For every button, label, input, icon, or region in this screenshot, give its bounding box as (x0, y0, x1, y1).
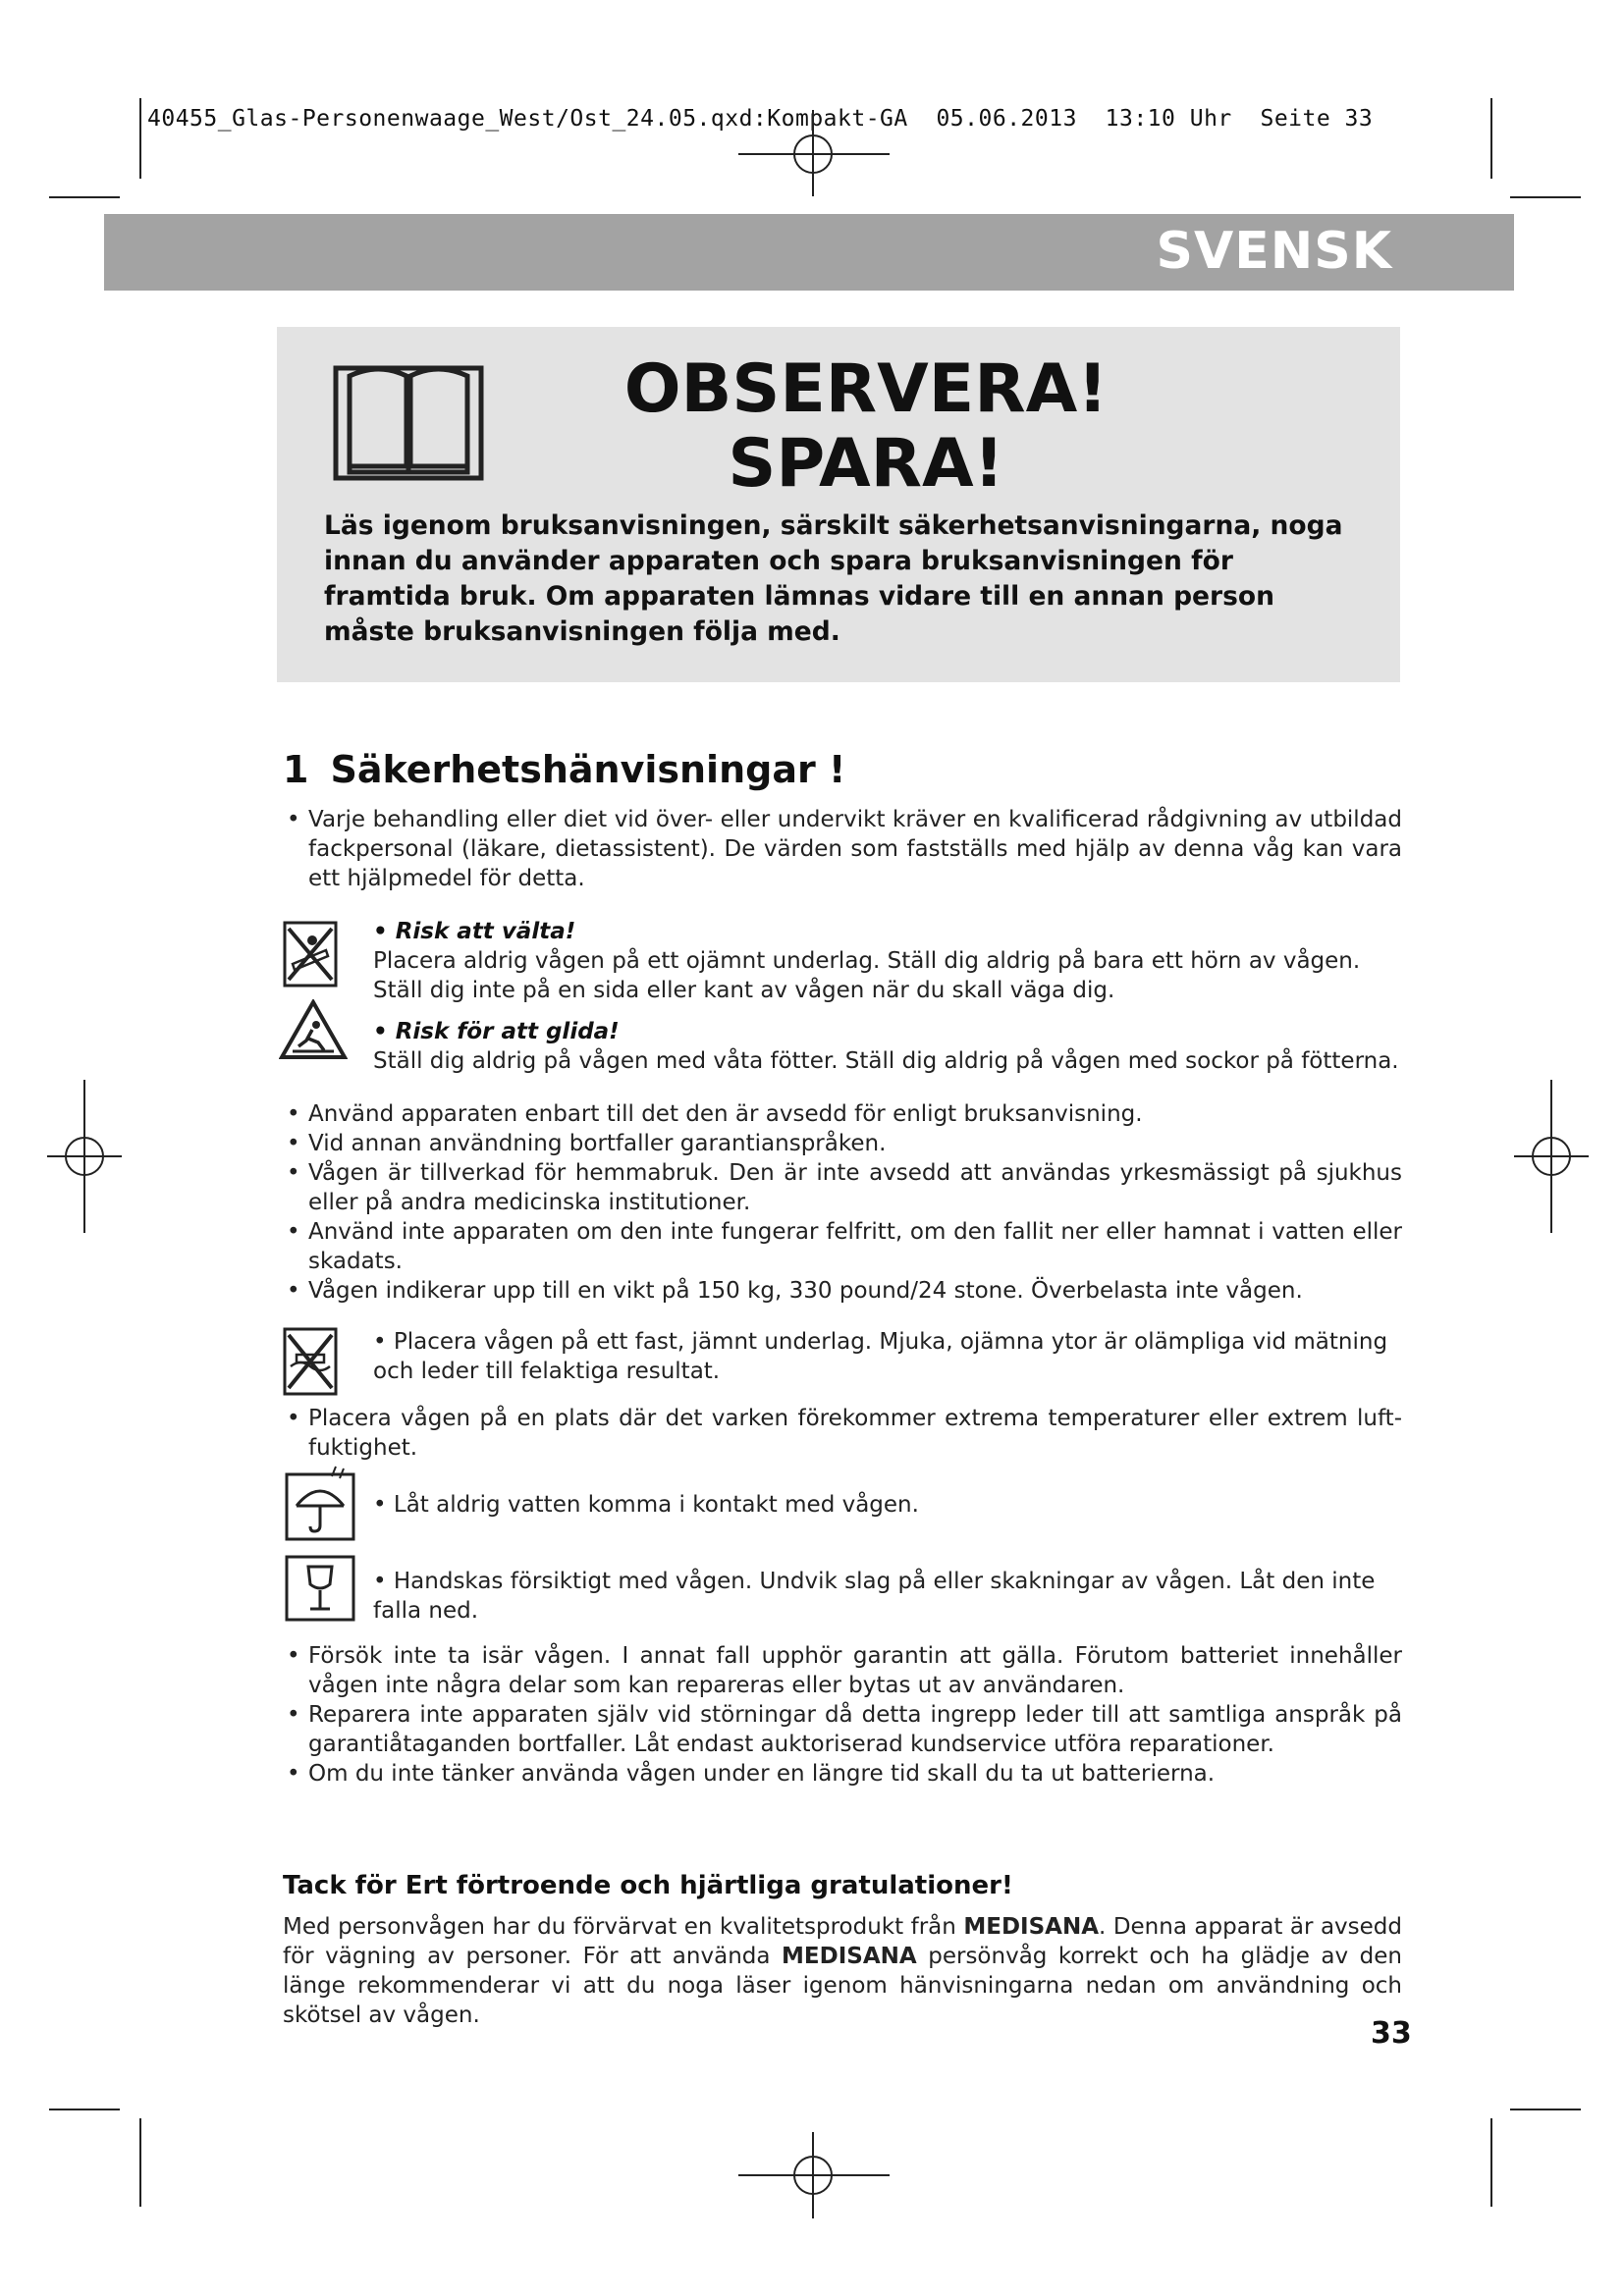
language-header-bar (104, 214, 1514, 291)
list-item: • Varje behandling eller diet vid över- eller undervikt kräver en kvalificerad rådgivning av utbildad fackpersonal (läkare, dietassistent). De värden som fastställs med hjälp av denna våg kan vara ett hjälpmedel för detta. (287, 807, 1402, 891)
slug-time: 13:10 Uhr (1105, 106, 1232, 132)
brand-name: MEDISANA (782, 1944, 917, 1969)
risk-tip-row (283, 917, 1402, 1005)
list-item: • Använd apparaten enbart till det den är avsedd för enligt bruksanvisning. (287, 1099, 1402, 1129)
notice-title-line1: OBSERVERA! (623, 350, 1109, 428)
risk-tip-title: • Risk att välta! (373, 919, 576, 944)
brand-name: MEDISANA (963, 1914, 1100, 1940)
thanks-text-part1: Med personvågen har du förvärvat en kvalitetsprodukt från (283, 1914, 964, 1940)
intro-text: Varje behandling eller diet vid över- eller undervikt kräver en kvalificerad rådgivning av utbildad fackpersonal (läkare, dietassistent). De värden som fastställs med hjälp av denna våg kan vara ett hjälpmedel för detta. (308, 807, 1402, 891)
notice-title-line2: SPARA! (728, 425, 1004, 503)
bullet-text: Vågen indikerar upp till en vikt på 150 kg, 330 pound/24 stone. Överbelasta inte vågen. (308, 1278, 1303, 1304)
placement-text: Placera vågen på en plats där det varken förekommer extrema temperaturer eller extrem luft-fuktighet. (308, 1406, 1402, 1461)
thanks-text-part3: persönvåg korrekt och ha glädje av den länge rekommenderar vi att du noga läser igenom hänvisningarna nedan om användning och skötsel av vågen. (283, 1944, 1402, 2028)
bullet-text: Vågen är tillverkad för hemmabruk. Den är inte avsedd att användas yrkesmässigt på sjukhus eller på andra medicinska institutioner. (308, 1160, 1402, 1215)
list-item: • Använd inte apparaten om den inte fungerar felfritt, om den fallit ner eller hamnat i vatten eller skadats. (287, 1219, 1402, 1274)
thanks-heading: Tack för Ert förtroende och hjärtliga gratulationer! (283, 1871, 1013, 1900)
list-item: • Placera vågen på en plats där det varken förekommer extrema temperaturer eller extrem luft-fuktighet. (287, 1406, 1402, 1461)
bullet-text: Reparera inte apparaten själv vid störningar då detta ingrepp leder till att samtliga anspråk på garantiåtaganden bortfaller. Låt endast auktoriserad kundservice utföra reparationer. (308, 1702, 1402, 1757)
list-item: • Försök inte ta isär vågen. I annat fall upphör garantin att gälla. Förutom batteriet innehåller vågen inte några delar som kan repareras eller bytas ut av användaren. (287, 1643, 1402, 1698)
notice-box (277, 327, 1400, 682)
notice-text: Läs igenom bruksanvisningen, särskilt säkerhetsanvisningarna, noga innan du använder apparaten och spara bruksanvisningen för framtida bruk. Om apparaten lämnas vidare till en annan person måste bruksanvisningen följa med. (324, 510, 1343, 647)
water-tip-row (283, 1490, 1402, 1520)
surface-tip-text: • Placera vågen på ett fast, jämnt underlag. Mjuka, ojämna ytor är olämpliga vid mätning och leder till felaktiga resultat. (373, 1329, 1388, 1384)
slip-warning-icon (279, 999, 348, 1060)
notice-title (571, 352, 1161, 502)
no-soft-surface-icon (283, 1327, 338, 1396)
language-label: SVENSK (1156, 222, 1392, 281)
risk-slip-title: • Risk för att glida! (373, 1019, 620, 1044)
bullet-text: Om du inte tänker använda vågen under en längre tid skall du ta ut batterierna. (308, 1761, 1216, 1787)
fragile-glass-icon (285, 1555, 355, 1622)
bullet-text: Använd inte apparaten om den inte fungerar felfritt, om den fallit ner eller hamnat i vatten eller skadats. (308, 1219, 1402, 1274)
list-item: • Vågen är tillverkad för hemmabruk. Den är inte avsedd att användas yrkesmässigt på sjukhus eller på andra medicinska institutioner. (287, 1160, 1402, 1215)
bullet-text: Vid annan användning bortfaller garantianspråken. (308, 1131, 887, 1156)
slug-date: 05.06.2013 (936, 106, 1077, 132)
section-heading (283, 748, 845, 791)
thanks-paragraph (283, 1912, 1402, 2030)
section-number: 1 (283, 748, 309, 791)
book-icon (330, 347, 487, 484)
list-item: • Om du inte tänker använda vågen under en längre tid skall du ta ut batterierna. (287, 1759, 1402, 1789)
slug-page: Seite 33 (1260, 106, 1374, 132)
bullet-text: Använd apparaten enbart till det den är avsedd för enligt bruksanvisning. (308, 1101, 1143, 1127)
section-title: Säkerhetshänvisningar ! (330, 748, 846, 791)
list-item: • Vid annan användning bortfaller garantianspråken. (287, 1129, 1402, 1158)
page-number: 33 (1371, 2016, 1412, 2051)
risk-tip-text: Placera aldrig vågen på ett ojämnt underlag. Ställ dig aldrig på bara ett hörn av vågen. Ställ dig inte på en sida eller kant av vågen när du skall väga dig. (373, 948, 1361, 1003)
fragile-tip-text: • Handskas försiktigt med vågen. Undvik slag på eller skakningar av vågen. Låt den inte falla ned. (373, 1569, 1376, 1624)
bullet-text: Försök inte ta isär vågen. I annat fall upphör garantin att gälla. Förutom batteriet innehåller vågen inte några delar som kan repareras eller bytas ut av användaren. (308, 1643, 1402, 1698)
thanks-text-part2: . Denna apparat är avsedd för vägning av personer. För att använda (283, 1914, 1402, 1969)
no-tipping-icon (283, 921, 338, 988)
surface-tip-row (283, 1327, 1402, 1386)
list-item: • Reparera inte apparaten själv vid störningar då detta ingrepp leder till att samtliga anspråk på garantiåtaganden bortfaller. Låt endast auktoriserad kundservice utföra reparationer. (287, 1702, 1402, 1757)
risk-slip-text: Ställ dig aldrig på vågen med våta fötter. Ställ dig aldrig på vågen med sockor på fötterna. (373, 1048, 1399, 1074)
list-item: • Vågen indikerar upp till en vikt på 150 kg, 330 pound/24 stone. Överbelasta inte vågen. (287, 1276, 1402, 1306)
keep-dry-icon (285, 1465, 355, 1541)
slug-file: 40455_Glas-Personenwaage_West/Ost_24.05.qxd:Kompakt-GA (147, 106, 908, 132)
water-tip-text: • Låt aldrig vatten komma i kontakt med vågen. (373, 1492, 919, 1518)
fragile-tip-row (283, 1567, 1402, 1626)
risk-slip-row (283, 1017, 1402, 1076)
